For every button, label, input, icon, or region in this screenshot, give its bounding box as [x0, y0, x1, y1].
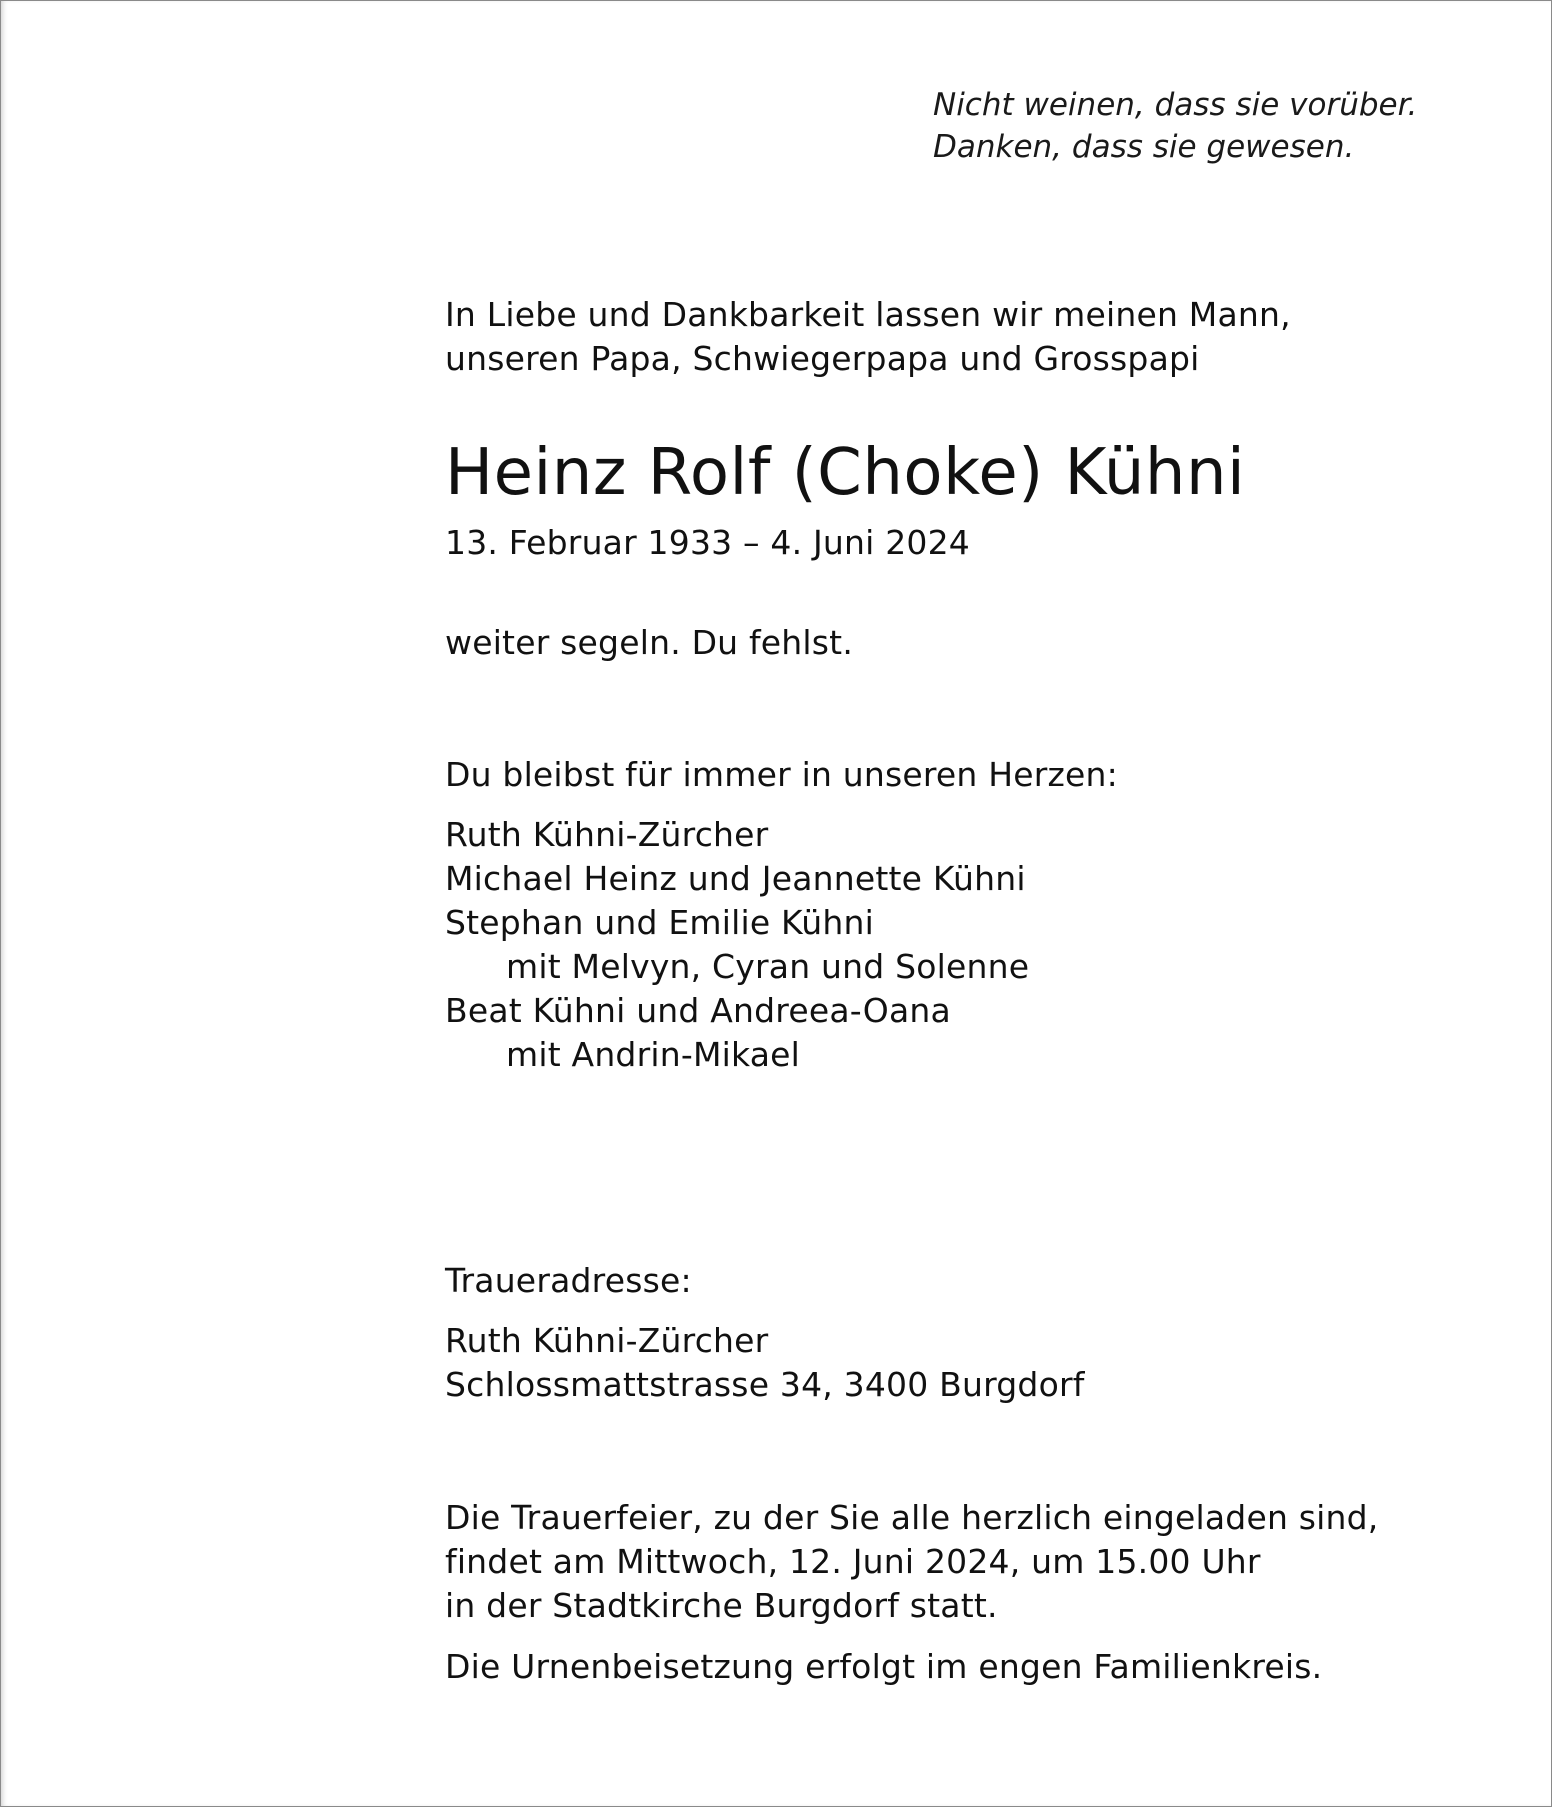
motto-line-1: Nicht weinen, dass sie vorüber. [933, 87, 1418, 123]
mourner-line: Ruth Kühni-Zürcher [445, 815, 769, 854]
ceremony-line-2: findet am Mittwoch, 12. Juni 2024, um 15.00 Uhr [445, 1542, 1261, 1581]
motto-line-2: Danken, dass sie gewesen. [933, 129, 1355, 165]
mourners-list [445, 813, 1029, 1077]
mourner-line: Beat Kühni und Andreea-Oana [445, 991, 951, 1030]
motto-quote [933, 84, 1417, 168]
mourning-address [445, 1319, 1085, 1407]
mourner-line: Stephan und Emilie Kühni [445, 903, 874, 942]
life-dates: 13. Februar 1933 – 4. Juni 2024 [445, 523, 970, 562]
deceased-name: Heinz Rolf (Choke) Kühni [445, 436, 1246, 510]
farewell-line: weiter segeln. Du fehlst. [445, 623, 854, 662]
mourner-line: Michael Heinz und Jeannette Kühni [445, 859, 1026, 898]
burial-notice: Die Urnenbeisetzung erfolgt im engen Familienkreis. [445, 1647, 1323, 1686]
address-heading: Traueradresse: [445, 1261, 692, 1300]
ceremony-line-3: in der Stadtkirche Burgdorf statt. [445, 1586, 998, 1625]
intro-text [445, 293, 1291, 381]
ceremony-line-1: Die Trauerfeier, zu der Sie alle herzlich eingeladen sind, [445, 1498, 1379, 1537]
mourners-heading: Du bleibst für immer in unseren Herzen: [445, 755, 1118, 794]
mourner-line: mit Andrin-Mikael [506, 1035, 801, 1074]
address-street: Schlossmattstrasse 34, 3400 Burgdorf [445, 1365, 1085, 1404]
address-name: Ruth Kühni-Zürcher [445, 1321, 769, 1360]
intro-line-1: In Liebe und Dankbarkeit lassen wir meinen Mann, [445, 295, 1291, 334]
intro-line-2: unseren Papa, Schwiegerpapa und Grosspapi [445, 339, 1200, 378]
mourner-line: mit Melvyn, Cyran und Solenne [506, 947, 1030, 986]
ceremony-notice [445, 1496, 1378, 1628]
